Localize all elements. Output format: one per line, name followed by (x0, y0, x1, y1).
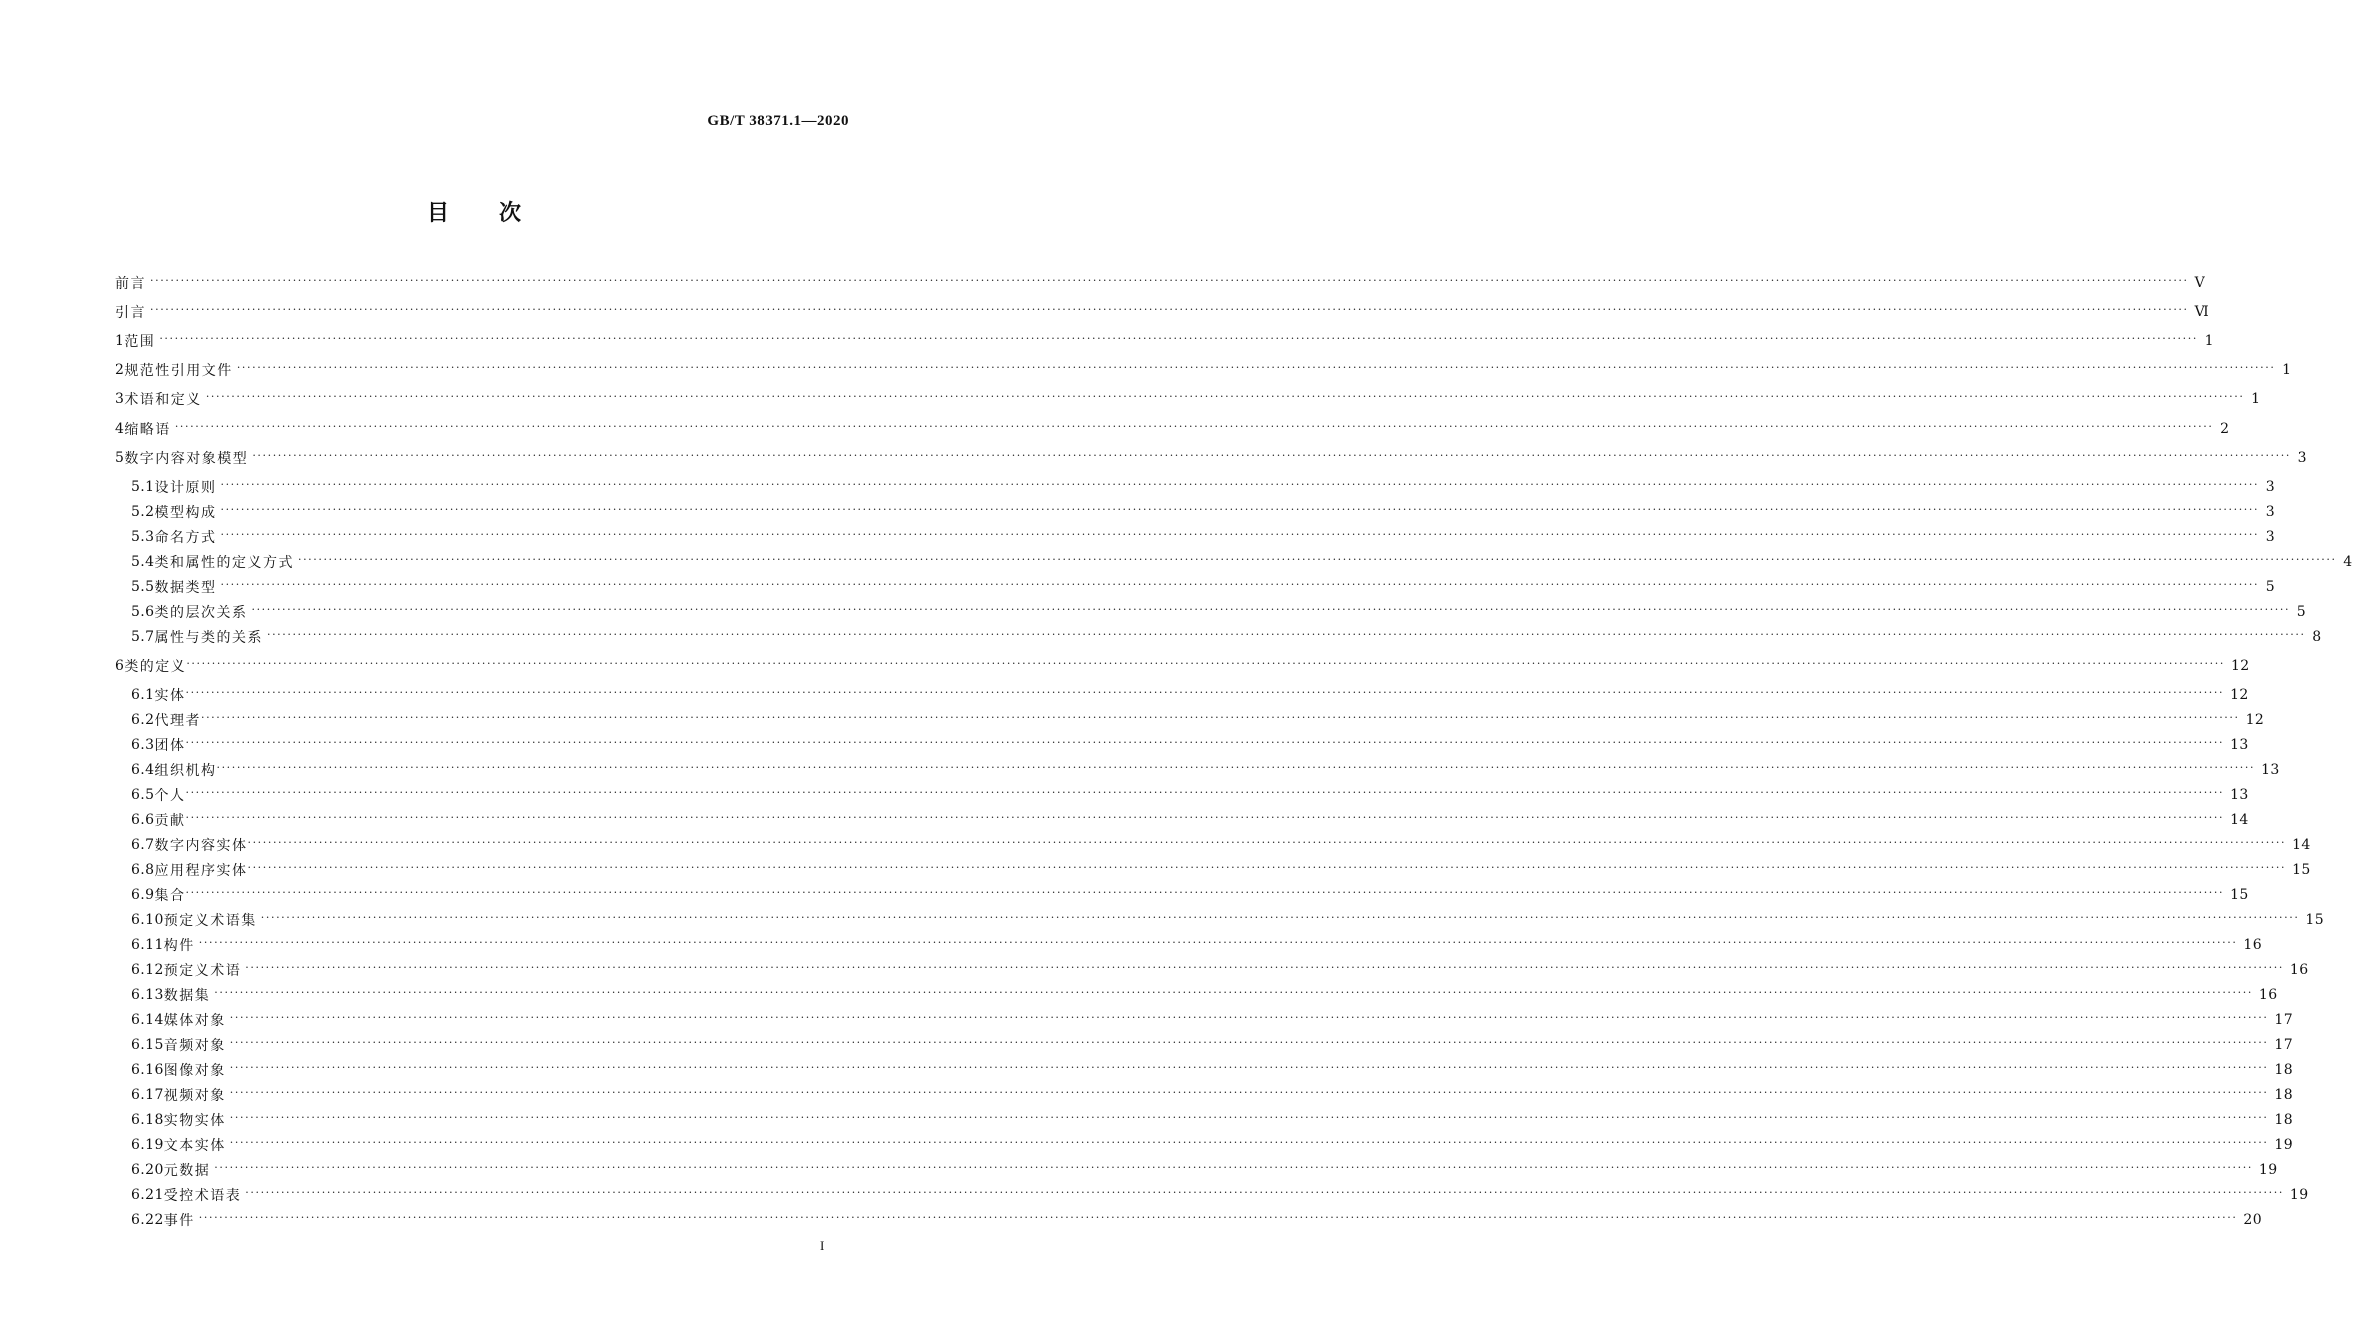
toc-entry[interactable] (115, 445, 2307, 470)
toc-leader-dots: ················································································································································································································································································································································································································ (266, 628, 2306, 641)
toc-entry-number: 6.9 (131, 886, 155, 903)
toc-entry-number: 6.22 (131, 1211, 164, 1228)
toc-entry-number: 6.18 (131, 1111, 164, 1128)
toc-leader-dots: ················································································································································································································································································································································································································ (229, 1086, 2269, 1099)
toc-leader-dots: ················································································································································································································································································································································································································ (251, 603, 2291, 616)
toc-leader-dots: ················································································································································································································································································································································································································ (185, 886, 2225, 899)
toc-entry-label: 实物实体 (163, 1112, 226, 1129)
toc-entry-page: 15 (2230, 886, 2249, 903)
toc-entry-label: 缩略语 (124, 421, 171, 438)
toc-entry-label: 媒体对象 (163, 1012, 226, 1029)
toc-entry-label: 属性与类的关系 (154, 629, 263, 646)
toc-entry-page: 19 (2289, 1186, 2309, 1203)
toc-entry[interactable] (131, 1207, 2263, 1232)
toc-entry-label: 集合 (154, 887, 186, 904)
toc-entry-page: 3 (2265, 503, 2276, 520)
toc-entry[interactable] (131, 1107, 2294, 1132)
toc-leader-dots: ················································································································································································································································································································································································································ (214, 1161, 2253, 1174)
toc-leader-dots: ················································································································································································································································································································································································································ (220, 578, 2260, 591)
toc-leader-dots: ················································································································································································································································································································································································································ (220, 503, 2260, 516)
toc-entry-label: 团体 (154, 737, 186, 754)
toc-entry-label: 设计原则 (154, 479, 217, 496)
toc-entry-page: 16 (2289, 961, 2309, 978)
toc-entry[interactable] (131, 857, 2311, 882)
toc-entry[interactable] (131, 1032, 2294, 1057)
toc-entry[interactable] (115, 653, 2250, 678)
toc-entry-label: 数字内容对象模型 (124, 450, 249, 467)
toc-title (0, 196, 950, 227)
toc-leader-dots: ················································································································································································································································································································································································································ (159, 332, 2198, 345)
toc-entry-number: 6.2 (131, 711, 155, 728)
toc-entry-page: 15 (2305, 911, 2325, 928)
toc-entry-page: 15 (2292, 861, 2311, 878)
toc-leader-dots: ················································································································································································································································································································································································································ (185, 811, 2225, 824)
standard-code: GB/T 38371.1—2020 (707, 113, 849, 129)
toc-entry-page: 18 (2274, 1111, 2294, 1128)
toc-entry[interactable] (131, 524, 2276, 549)
toc-entry-label: 图像对象 (163, 1062, 226, 1079)
toc-entry-page: 20 (2243, 1211, 2263, 1228)
toc-entry-number: 3 (115, 390, 125, 407)
toc-leader-dots: ················································································································································································································································································································································································································ (229, 1061, 2269, 1074)
toc-leader-dots: ················································································································································································································································································································································································································ (229, 1136, 2269, 1149)
toc-entry[interactable] (131, 782, 2249, 807)
toc-leader-dots: ················································································································································································································································································································································································································ (229, 1111, 2269, 1124)
toc-entry[interactable] (131, 599, 2307, 624)
toc-entry-label: 类的定义 (124, 658, 187, 675)
toc-entry-number: 5.7 (131, 628, 155, 645)
toc-entry[interactable] (131, 732, 2249, 757)
toc-leader-dots: ················································································································································································································································································································································································································ (150, 303, 2189, 316)
toc-leader-dots: ················································································································································································································································································································································································································ (247, 836, 2287, 849)
toc-entry-number: 5.1 (131, 478, 155, 495)
toc-entry-label: 音频对象 (163, 1037, 226, 1054)
toc-entry-number: 6.15 (131, 1036, 164, 1053)
toc-entry-number: 6.3 (131, 736, 155, 753)
toc-entry-page: 3 (2265, 528, 2276, 545)
toc-entry-number: 4 (115, 420, 125, 437)
toc-entry-number: 6.12 (131, 961, 164, 978)
toc-entry-label: 数据集 (163, 987, 211, 1004)
toc-entry-number: 6.4 (131, 761, 155, 778)
toc-leader-dots: ················································································································································································································································································································································································································ (252, 449, 2291, 462)
toc-entry-number: 6.6 (131, 811, 155, 828)
toc-leader-dots: ················································································································································································································································································································································································································ (185, 686, 2225, 699)
toc-entry-page: 17 (2274, 1011, 2294, 1028)
toc-leader-dots: ················································································································································································································································································································································································································ (229, 1011, 2269, 1024)
toc-entry-label: 文本实体 (163, 1137, 226, 1154)
toc-leader-dots: ················································································································································································································································································································································································································ (198, 1211, 2238, 1224)
toc-entry-label: 个人 (154, 787, 186, 804)
toc-entry-number: 6.20 (131, 1161, 164, 1178)
toc-entry-label: 应用程序实体 (154, 862, 248, 879)
toc-leader-dots: ················································································································································································································································································································································································································ (185, 786, 2225, 799)
toc-entry-number: 6.1 (131, 686, 155, 703)
toc-leader-dots: ················································································································································································································································································································································································································ (150, 274, 2189, 287)
toc-entry-label: 实体 (154, 687, 186, 704)
toc-entry-label: 贡献 (154, 812, 186, 829)
toc-entry-label: 预定义术语集 (163, 912, 257, 929)
toc-entry[interactable] (131, 474, 2276, 499)
toc-entry[interactable] (131, 624, 2322, 649)
toc-entry-label: 数字内容实体 (154, 837, 248, 854)
toc-entry[interactable] (131, 1132, 2294, 1157)
toc-entry-label: 范围 (124, 333, 156, 350)
toc-entry[interactable] (131, 957, 2309, 982)
toc-entry[interactable] (131, 1157, 2278, 1182)
toc-entry-number: 6.21 (131, 1186, 164, 1203)
toc-entry[interactable] (115, 328, 2214, 353)
toc-entry-page: 17 (2274, 1036, 2294, 1053)
toc-entry-number: 6.17 (131, 1086, 164, 1103)
toc-leader-dots: ················································································································································································································································································································································································································ (200, 711, 2240, 724)
toc-entry[interactable] (131, 499, 2276, 524)
toc-entry-number: 6.11 (131, 936, 164, 953)
toc-entry-number: 6.16 (131, 1061, 164, 1078)
toc-entry-page: 18 (2274, 1061, 2294, 1078)
toc-entry-number: 5.6 (131, 603, 155, 620)
toc-entry-page: 8 (2312, 628, 2322, 645)
toc-entry-label: 规范性引用文件 (124, 362, 233, 379)
toc-entry[interactable] (131, 707, 2265, 732)
toc-leader-dots: ················································································································································································································································································································································································································ (214, 986, 2253, 999)
toc-entry[interactable] (115, 299, 2210, 324)
toc-entry[interactable] (115, 416, 2230, 441)
toc-entry-label: 事件 (163, 1212, 195, 1229)
toc-entry[interactable] (131, 1082, 2294, 1107)
toc-leader-dots: ················································································································································································································································································································································································································ (220, 528, 2260, 541)
toc-entry-page: 1 (2251, 390, 2261, 407)
toc-entry-label: 模型构成 (154, 504, 217, 521)
toc-entry-page: 3 (2297, 449, 2307, 466)
toc-leader-dots: ················································································································································································································································································································································································································ (247, 861, 2287, 874)
toc-leader-dots: ················································································································································································································································································································································································································ (185, 736, 2225, 749)
toc-entry-label: 数据类型 (154, 579, 217, 596)
toc-entry[interactable] (131, 932, 2263, 957)
toc-entry-number: 5 (115, 449, 125, 466)
toc-entry-page: 13 (2261, 761, 2280, 778)
toc-entry-page: 13 (2230, 786, 2249, 803)
toc-entry[interactable] (131, 1007, 2294, 1032)
toc-entry-page: 12 (2245, 711, 2265, 728)
toc-entry-number: 6 (115, 657, 125, 674)
toc-entry[interactable] (131, 574, 2276, 599)
toc-leader-dots: ················································································································································································································································································································································································································ (216, 761, 2256, 774)
toc-entry-label: 组织机构 (154, 762, 217, 779)
toc-entry-label: 类和属性的定义方式 (154, 554, 294, 571)
toc-entry-number: 6.10 (131, 911, 164, 928)
toc-entry-label: 命名方式 (154, 529, 217, 546)
toc-title-part1: 目 (426, 201, 451, 226)
toc-title-part2: 次 (499, 201, 524, 226)
toc-entry-page: 12 (2230, 686, 2249, 703)
toc-entry[interactable] (115, 270, 2206, 295)
toc-entry[interactable] (131, 832, 2311, 857)
toc-leader-dots: ················································································································································································································································································································································································································ (205, 390, 2245, 403)
toc-entry-page: 4 (2343, 553, 2353, 570)
toc-entry-label: 引言 (115, 304, 146, 321)
toc-entry-page: 5 (2265, 578, 2276, 595)
toc-entry-number: 6.14 (131, 1011, 164, 1028)
toc-leader-dots: ················································································································································································································································································································································································································ (220, 478, 2260, 491)
toc-entry[interactable] (115, 386, 2261, 411)
toc-entry-page: 14 (2292, 836, 2311, 853)
toc-entry-label: 代理者 (154, 712, 201, 729)
toc-entry-number: 6.5 (131, 786, 155, 803)
toc-leader-dots: ················································································································································································································································································································································································································ (198, 936, 2238, 949)
toc-entry-label: 元数据 (163, 1162, 211, 1179)
toc-leader-dots: ················································································································································································································································································································································································································ (245, 1186, 2284, 1199)
toc-entry-page: 5 (2296, 603, 2307, 620)
toc-entry-label: 受控术语表 (163, 1187, 242, 1204)
toc-entry-page: 2 (2220, 420, 2230, 437)
toc-entry-number: 5.3 (131, 528, 155, 545)
toc-entry-number: 6.13 (131, 986, 164, 1003)
toc-entry-label: 预定义术语 (163, 962, 242, 979)
toc-leader-dots: ················································································································································································································································································································································································································ (260, 911, 2300, 924)
toc-entry[interactable] (131, 682, 2249, 707)
toc-leader-dots: ················································································································································································································································································································································································································ (297, 553, 2337, 566)
toc-entry[interactable] (131, 982, 2278, 1007)
toc-entry-page: 16 (2243, 936, 2263, 953)
toc-entry-number: 5.2 (131, 503, 155, 520)
toc-entry-label: 类的层次关系 (154, 604, 248, 621)
toc-entry-label: 术语和定义 (124, 391, 202, 408)
toc-entry-number: 1 (115, 332, 125, 349)
toc-entry[interactable] (131, 757, 2280, 782)
toc-entry-page: 3 (2265, 478, 2276, 495)
toc-entry[interactable] (131, 882, 2249, 907)
toc-entry-page: 13 (2230, 736, 2249, 753)
toc-entry-page: 12 (2230, 657, 2250, 674)
toc-entry-number: 6.19 (131, 1136, 164, 1153)
toc-entry-page: Ⅵ (2194, 303, 2210, 320)
toc-leader-dots: ················································································································································································································································································································································································································ (245, 961, 2284, 974)
toc-leader-dots: ················································································································································································································································································································································································································ (229, 1036, 2269, 1049)
toc-entry[interactable] (131, 807, 2249, 832)
toc-entry-number: 2 (115, 361, 125, 378)
toc-leader-dots: ················································································································································································································································································································································································································ (186, 657, 2225, 670)
toc-entry-label: 视频对象 (163, 1087, 226, 1104)
toc-entry-number: 5.4 (131, 553, 155, 570)
toc-entry-page: 16 (2258, 986, 2278, 1003)
toc-entry-page: 1 (2282, 361, 2292, 378)
toc-entry-label: 前言 (115, 275, 146, 292)
toc-entry[interactable] (131, 907, 2325, 932)
toc-leader-dots: ················································································································································································································································································································································································································ (236, 361, 2276, 374)
toc-entry-label: 构件 (163, 937, 195, 954)
toc-entry-page: 14 (2230, 811, 2249, 828)
toc-entry-page: 1 (2204, 332, 2214, 349)
page-number: I (820, 1238, 825, 1253)
toc-entry[interactable] (131, 1057, 2294, 1082)
toc-entry-number: 6.8 (131, 861, 155, 878)
toc-entry-page: 18 (2274, 1086, 2294, 1103)
toc-entry[interactable] (131, 549, 2353, 574)
toc-entry[interactable] (131, 1182, 2309, 1207)
toc-entry-page: Ⅴ (2194, 274, 2206, 291)
toc-entry-page: 19 (2258, 1161, 2278, 1178)
toc-entry[interactable] (115, 357, 2292, 382)
toc-leader-dots: ················································································································································································································································································································································································································ (174, 420, 2214, 433)
toc-entry-number: 5.5 (131, 578, 155, 595)
toc-entry-number: 6.7 (131, 836, 155, 853)
toc-entry-page: 19 (2274, 1136, 2294, 1153)
